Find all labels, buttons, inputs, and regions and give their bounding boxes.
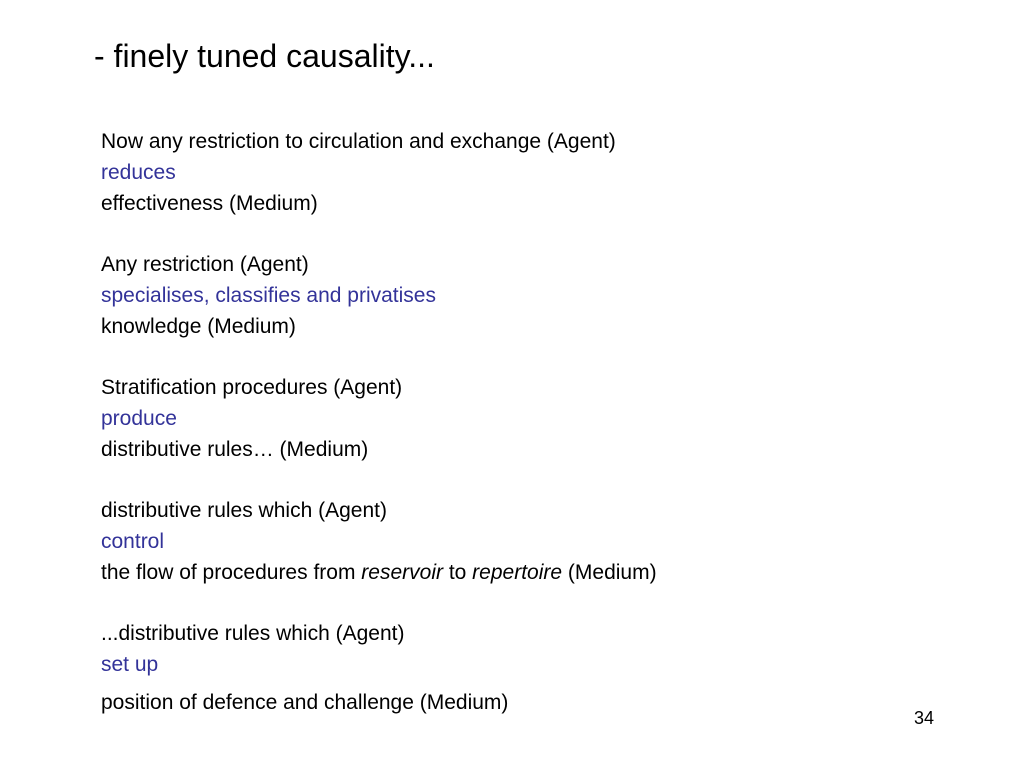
block-4-medium-before: the flow of procedures from <box>101 561 362 584</box>
page-number: 34 <box>914 708 935 728</box>
block-1-agent: Now any restriction to circulation and exchange (Agent) <box>101 130 616 153</box>
block-2-medium: knowledge (Medium) <box>101 315 296 338</box>
block-4-medium-repertoire: repertoire <box>472 561 563 584</box>
block-3-medium: distributive rules… (Medium) <box>101 438 369 461</box>
slide-title: - finely tuned causality... <box>94 38 435 74</box>
block-4-medium-after: (Medium) <box>562 561 657 584</box>
block-5-verb: set up <box>101 653 159 676</box>
block-4-medium-reservoir: reservoir <box>361 561 443 584</box>
block-3-agent: Stratification procedures (Agent) <box>101 376 403 399</box>
block-4-medium-middle: to <box>442 561 473 584</box>
block-1-verb: reduces <box>101 161 176 184</box>
block-5-medium: position of defence and challenge (Medium) <box>101 691 509 714</box>
block-4-medium <box>101 560 657 586</box>
block-4-agent: distributive rules which (Agent) <box>101 499 387 522</box>
block-1-medium: effectiveness (Medium) <box>101 192 318 215</box>
block-2-agent: Any restriction (Agent) <box>101 253 309 276</box>
block-2-verb: specialises, classifies and privatises <box>101 284 436 307</box>
block-5-agent: ...distributive rules which (Agent) <box>101 622 405 645</box>
block-3-verb: produce <box>101 407 177 430</box>
block-4-verb: control <box>101 530 165 553</box>
